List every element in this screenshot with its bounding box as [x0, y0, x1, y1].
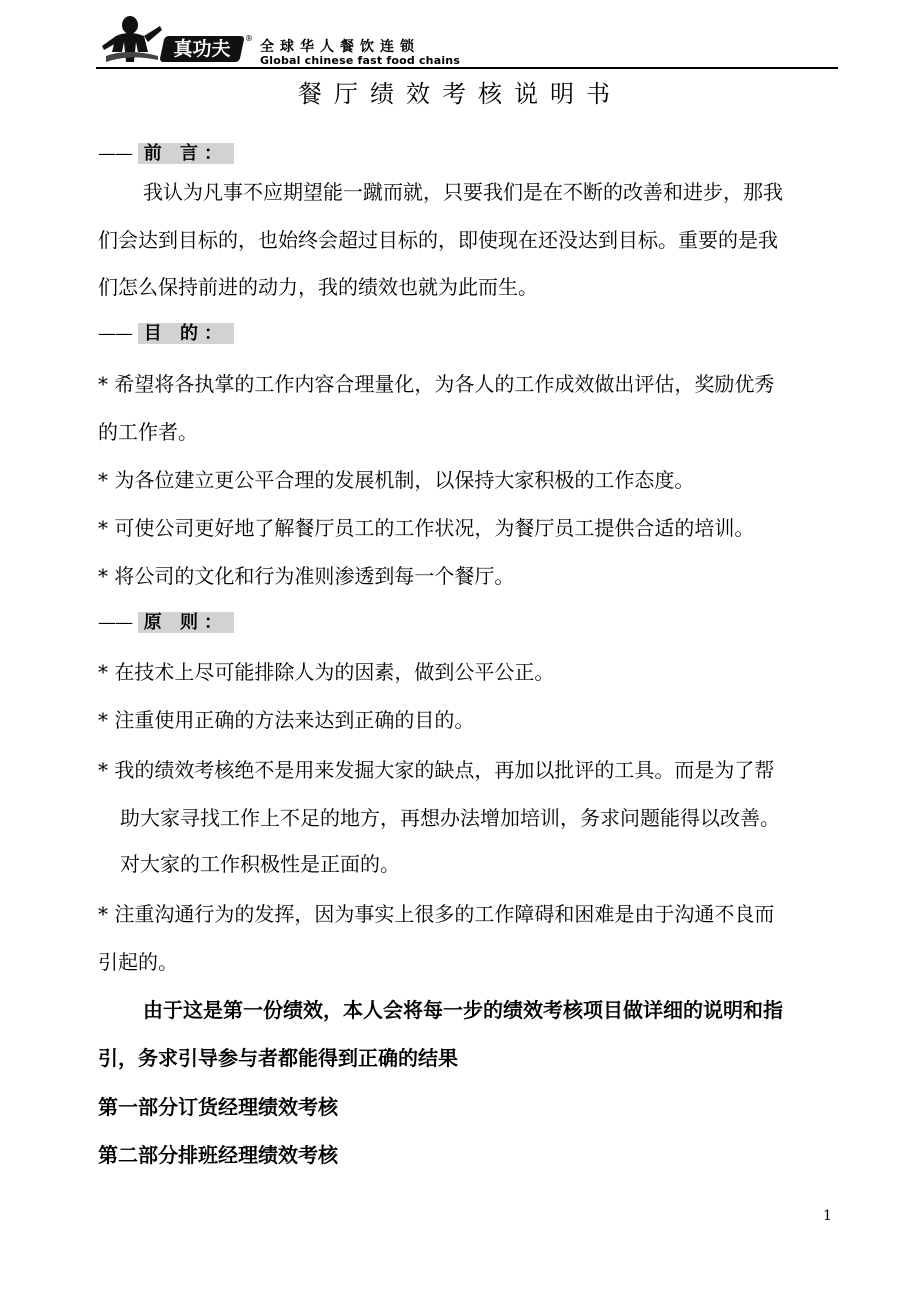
registered-mark: ® [245, 34, 253, 43]
preface-line: 我认为凡事不应期望能一蹴而就，只要我们是在不断的改善和进步，那我 [143, 180, 783, 204]
preface-line: 们会达到目标的，也始终会超过目标的，即使现在还没达到目标。重要的是我 [98, 228, 778, 252]
principle-item: * 注重沟通行为的发挥，因为事实上很多的工作障碍和困难是由于沟通不良而 [98, 902, 775, 926]
principle-item: * 在技术上尽可能排除人为的因素，做到公平公正。 [98, 660, 555, 684]
purpose-item: * 希望将各执掌的工作内容合理量化，为各人的工作成效做出评估，奖励优秀 [98, 372, 775, 396]
principle-item: * 注重使用正确的方法来达到正确的目的。 [98, 708, 475, 732]
purpose-item: * 将公司的文化和行为准则渗透到每一个餐厅。 [98, 564, 515, 588]
document-title: 餐厅绩效考核说明书 [298, 80, 622, 108]
brand-logo-badge [159, 36, 245, 62]
brand-name: 真功夫 [173, 38, 231, 60]
purpose-item: 的工作者。 [98, 420, 198, 444]
document-header [98, 10, 838, 68]
purpose-item: * 可使公司更好地了解餐厅员工的工作状况，为餐厅员工提供合适的培训。 [98, 516, 755, 540]
heading-dash: —— [98, 143, 132, 164]
header-divider [96, 67, 838, 69]
closing-line: 引，务求引导参与者都能得到正确的结果 [98, 1046, 458, 1070]
heading-dash: —— [98, 612, 132, 633]
kungfu-figure-logo-icon [98, 12, 162, 64]
part-heading: 第二部分排班经理绩效考核 [98, 1143, 338, 1167]
principle-item: * 我的绩效考核绝不是用来发掘大家的缺点，再加以批评的工具。而是为了帮 [98, 758, 775, 782]
purpose-item: * 为各位建立更公平合理的发展机制，以保持大家积极的工作态度。 [98, 468, 695, 492]
section-heading-principles [98, 610, 234, 636]
part-heading: 第一部分订货经理绩效考核 [98, 1095, 338, 1119]
principle-item: 引起的。 [98, 950, 178, 974]
tagline-english: Global chinese fast food chains [260, 54, 461, 67]
section-heading-purpose [98, 321, 234, 347]
closing-line: 由于这是第一份绩效，本人会将每一步的绩效考核项目做详细的说明和指 [143, 998, 783, 1022]
heading-dash: —— [98, 323, 132, 344]
preface-line: 们怎么保持前进的动力，我的绩效也就为此而生。 [98, 275, 538, 299]
principle-item: 对大家的工作积极性是正面的。 [120, 852, 400, 876]
heading-label: 目 的： [138, 323, 234, 344]
section-heading-preface [98, 141, 234, 167]
heading-label: 前 言： [138, 143, 234, 164]
tagline-chinese: 全球华人餐饮连锁 [260, 39, 420, 55]
heading-label: 原 则： [138, 612, 234, 633]
principle-item: 助大家寻找工作上不足的地方，再想办法增加培训，务求问题能得以改善。 [120, 806, 780, 830]
page-number: 1 [823, 1208, 832, 1224]
